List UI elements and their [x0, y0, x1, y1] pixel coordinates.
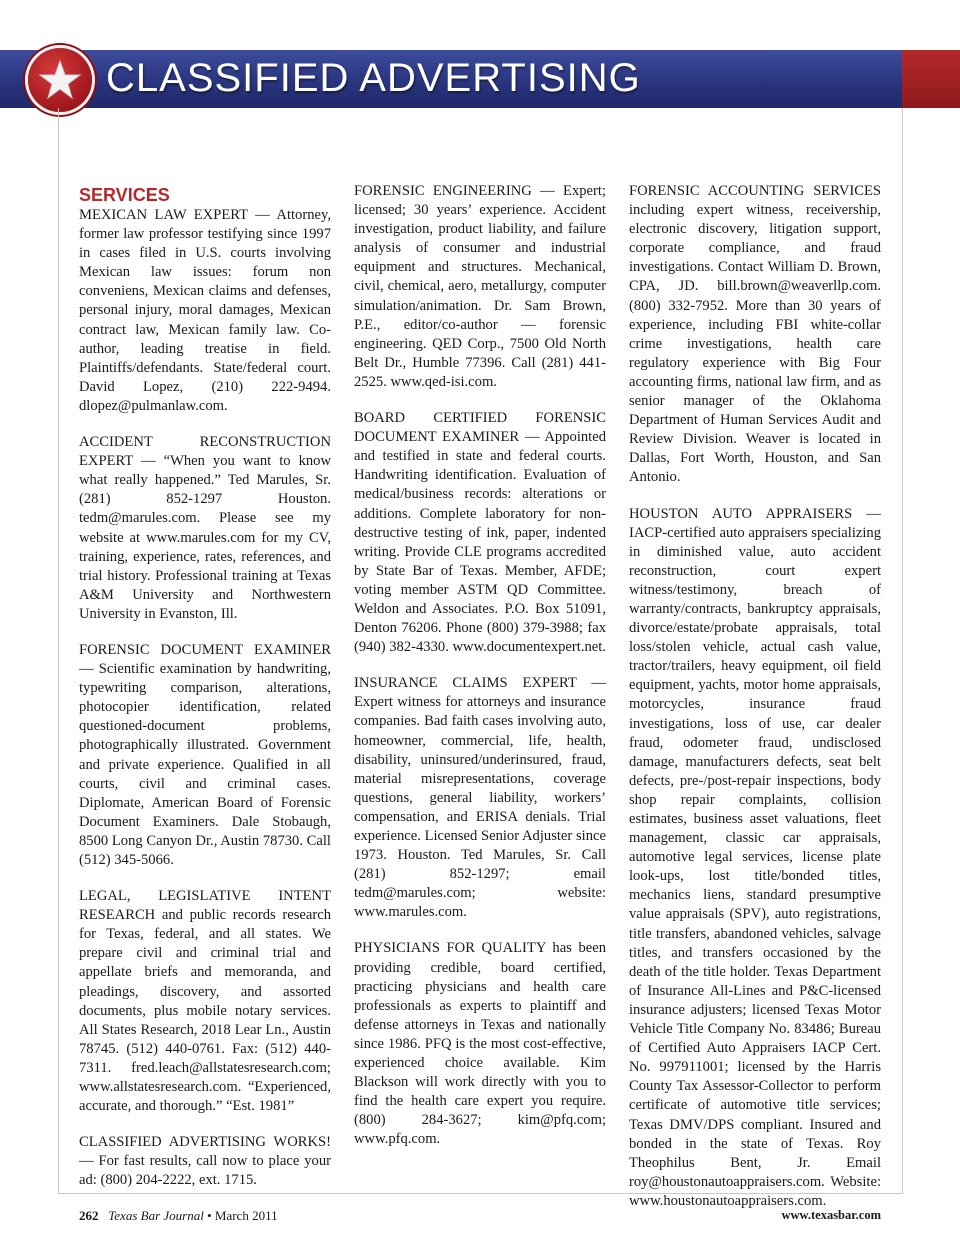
column-2	[354, 182, 606, 1167]
banner-red-block	[902, 50, 960, 108]
header-banner	[0, 50, 960, 108]
star-seal-icon	[28, 48, 92, 112]
footer-bullet: •	[207, 1208, 212, 1223]
column-1	[79, 184, 331, 1208]
banner-title: CLASSIFIED ADVERTISING	[106, 56, 641, 100]
ad-legislative-intent-research: LEGAL, LEGISLATIVE INTENT RESEARCH and public records research for Texas, federal, and all states. We prepare civil and criminal trial and appellate briefs and memoranda, and pleadings, discovery, and assorted documents, plus mobile notary services. All States Research, 2018 Lear Ln., Austin 78745. (512) 440-0761. Fax: (512) 440-7311. fred.leach@allstatesresearch.com; www.allstatesresearch.com. “Experienced, accurate, and thorough.” “Est. 1981”	[79, 888, 331, 1115]
issue-date: March 2011	[214, 1208, 278, 1223]
ad-forensic-engineering: FORENSIC ENGINEERING — Expert; licensed; 30 years’ experience. Accident investigation, product liability, and failure analysis of consumer and industrial equipment and structures. Mechanical, civil, chemical, aero, metallurgy, computer simulation/animation. Dr. Sam Brown, P.E., editor/co-author — forensic engineering. QED Corp., 7500 Old North Belt Dr., Humble 77396. Call (281) 441-2525. www.qed-isi.com.	[354, 183, 606, 390]
footer-citation	[79, 1208, 278, 1224]
page-footer	[79, 1208, 881, 1226]
journal-name: Texas Bar Journal	[108, 1208, 204, 1223]
page-number: 262	[79, 1208, 99, 1223]
ad-forensic-accounting: FORENSIC ACCOUNTING SERVICES including expert witness, receivership, electronic discovery, litigation support, corporate compliance, and fraud investigations. Contact William D. Brown, CPA, JD. bill.brown@weaverllp.com. (800) 332-7952. More than 30 years of experience, including FBI white-collar crime investigations, health care regulatory experience with Big Four accounting firms, national law firm, and as senior manager of the Oklahoma Department of Human Services Audit and Review Division. Weaver is located in Dallas, Fort Worth, Houston, and San Antonio.	[629, 183, 881, 486]
ad-forensic-document-examiner: FORENSIC DOCUMENT EXAMINER — Scientific examination by handwriting, typewriting comparison, alterations, photocopier identification, related questioned-document problems, photographically illustrated. Government and private experience. Qualified in all courts, civil and criminal cases. Diplomate, American Board of Forensic Document Examiners. Dale Stobaugh, 8500 Long Canyon Dr., Austin 78730. Call (512) 345-5066.	[79, 641, 331, 868]
ad-houston-auto-appraisers: HOUSTON AUTO APPRAISERS — IACP-certified auto appraisers specializing in diminished value, auto accident reconstruction, court expert witness/testimony, breach of warranty/contracts, bankruptcy appraisals, divorce/estate/probate appraisals, total loss/stolen vehicle, actual cash value, tractor/trailers, heavy equipment, oil field equipment, yachts, motor home appraisals, motorcycles, insurance fraud investigations, loss of use, car dealer fraud, odometer fraud, undisclosed damage, manufacturers defects, seat belt defects, pre-/post-repair inspections, body shop repair complaints, collision estimates, business asset valuations, fleet management, classic car appraisals, automotive legal services, license plate look-ups, lost title/bonded titles, mechanics liens, standard presumptive value appraisals (SPV), auto registrations, title transfers, abandoned vehicles, salvage titles, and transfers occasioned by the death of the title holder. Texas Department of Insurance All-Lines and P&C-licensed insurance adjusters; licensed Texas Motor Vehicle Title Company No. 83486; Bureau of Certified Auto Appraisers IACP Cert. No. 997911001; licensed by the Harris County Tax Assessor-Collector to perform certificate of automotive title services; Texas DMV/DPS compliant. Insured and bonded in the state of Texas. Roy Theophilus Bent, Jr. Email roy@houstonautoappraisers.com. Website: www.houstonautoappraisers.com.	[629, 505, 881, 1209]
section-title: SERVICES	[79, 185, 170, 205]
ad-accident-reconstruction: ACCIDENT RECONSTRUCTION EXPERT — “When you want to know what really happened.” Ted Marules, Sr. (281) 852-1297 Houston. tedm@marules.com. Please see my website at www.marules.com for my CV, training, experience, rates, references, and trial history. Professional training at Texas A&M University and Northwestern University in Evanston, Ill.	[79, 434, 331, 622]
ad-physicians-for-quality: PHYSICIANS FOR QUALITY has been providing credible, board certified, practicing physicians and health care professionals as experts to plaintiff and defense attorneys in Texas and nationally since 1986. PFQ is the most cost-effective, experienced choice available. Kim Blackson will work directly with you to find the health care expert you require. (800) 284-3627; kim@pfq.com; www.pfq.com.	[354, 940, 606, 1148]
ad-mexican-law-expert: MEXICAN LAW EXPERT — Attorney, former law professor testifying since 1997 in cases filed in U.S. courts involving Mexican law issues: forum non conveniens, Mexican claims and defenses, personal injury, moral damages, Mexican contract law, Mexican family law. Co-author, leading treatise in field. Plaintiffs/defendants. State/federal court. David Lopez, (210) 222-9494. dlopez@pulmanlaw.com.	[79, 207, 331, 414]
ad-board-certified-document-examiner: BOARD CERTIFIED FORENSIC DOCUMENT EXAMINER — Appointed and testified in state and federal courts. Handwriting identification. Evaluation of medical/business records: alterations or additions. Complete laboratory for non-destructive testing of ink, paper, indented writing. Provide CLE programs accredited by State Bar of Texas. Member, AFDE; voting member ASTM QD Committee. Weldon and Associates. P.O. Box 51091, Denton 76206. Phone (800) 379-3988; fax (940) 382-4330. www.documentexpert.net.	[354, 410, 606, 656]
ad-classified-advertising-works: CLASSIFIED ADVERTISING WORKS! — For fast results, call now to place your ad: (800) 204-2222, ext. 1715.	[79, 1134, 331, 1189]
column-3	[629, 182, 881, 1228]
ad-insurance-claims-expert: INSURANCE CLAIMS EXPERT — Expert witness for attorneys and insurance companies. Bad faith cases involving auto, homeowner, commercial, life, health, disability, uninsured/underinsured, fraud, material misrepresentations, coverage questions, general liability, workers’ compensation, and ERISA denials. Trial experience. Licensed Senior Adjuster since 1973. Houston. Ted Marules, Sr. Call (281) 852-1297; email tedm@marules.com; website: www.marules.com.	[354, 675, 606, 921]
footer-website: www.texasbar.com	[781, 1208, 881, 1222]
